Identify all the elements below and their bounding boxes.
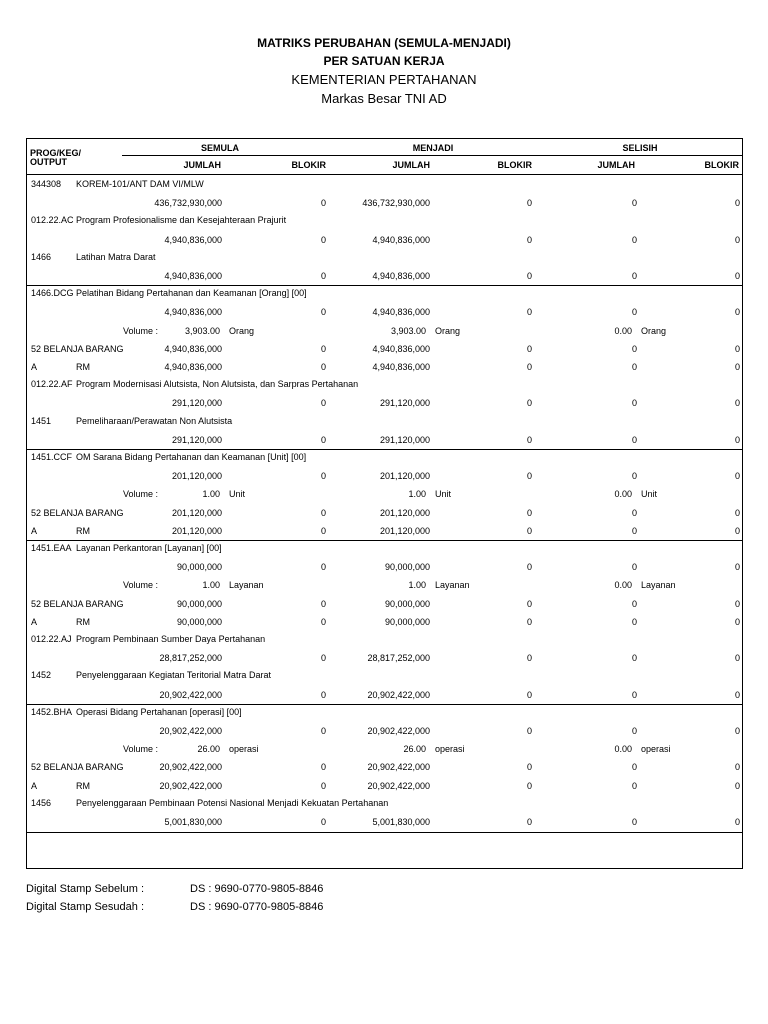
- menjadi-jumlah-cell: 90,000,000: [384, 562, 430, 573]
- row-description: Operasi Bidang Pertahanan [operasi] [00]: [76, 706, 242, 717]
- row-description: Layanan Perkantoran [Layanan] [00]: [76, 543, 222, 553]
- semula-jumlah-cell: 28,817,252,000: [159, 653, 222, 664]
- menjadi-jumlah-cell: 20,902,422,000: [367, 762, 430, 773]
- menjadi-blokir-cell: 0: [526, 726, 532, 736]
- semula-blokir-cell: 0: [320, 780, 326, 791]
- row-description: Program Modernisasi Alutsista, Non Alutsista, dan Sarpras Pertahanan: [76, 379, 359, 390]
- semula-blokir-cell: 0: [320, 234, 326, 245]
- semula-jumlah-cell: 20,902,422,000: [159, 762, 222, 773]
- volume-label: Volume :: [122, 744, 158, 755]
- selisih-blokir-header: BLOKIR: [704, 160, 739, 170]
- semula-jumlah-cell: 4,940,836,000: [164, 362, 222, 372]
- menjadi-jumlah-cell: 90,000,000: [384, 598, 430, 609]
- document-title: MATRIKS PERUBAHAN (SEMULA-MENJADI): [257, 36, 511, 50]
- menjadi-blokir-cell: 0: [526, 343, 532, 354]
- menjadi-jumlah-cell: 5,001,830,000: [372, 817, 430, 827]
- row-description: OM Sarana Bidang Pertahanan dan Keamanan [Unit] [00]: [76, 452, 307, 462]
- selisih-jumlah-cell: 0: [631, 507, 637, 518]
- selisih-jumlah-cell: 0: [631, 362, 637, 372]
- menjadi-volume-unit: operasi: [435, 744, 465, 755]
- semula-jumlah-cell: 291,120,000: [171, 398, 222, 409]
- selisih-blokir-cell: 0: [734, 507, 740, 518]
- semula-volume-unit: Orang: [229, 325, 255, 336]
- semula-blokir-cell: 0: [320, 525, 326, 536]
- selisih-blokir-cell: 0: [734, 198, 740, 209]
- row-code: 1451: [31, 415, 52, 426]
- menjadi-blokir-cell: 0: [526, 762, 532, 773]
- selisih-blokir-cell: 0: [734, 343, 740, 354]
- row-account-code: A: [31, 616, 38, 627]
- menjadi-jumlah-cell: 20,902,422,000: [367, 780, 430, 791]
- menjadi-jumlah-cell: 4,940,836,000: [372, 362, 430, 372]
- selisih-blokir-cell: 0: [734, 362, 740, 372]
- menjadi-blokir-cell: 0: [526, 471, 532, 482]
- digital-stamp-label: Digital Stamp Sebelum :: [26, 883, 144, 895]
- selisih-jumlah-cell: 0: [631, 780, 637, 791]
- row-account-code: 52 BELANJA BARANG: [31, 762, 124, 773]
- digital-stamp-label: Digital Stamp Sesudah :: [26, 901, 145, 913]
- menjadi-jumlah-cell: 201,120,000: [379, 507, 430, 518]
- matrix-table: [26, 138, 743, 869]
- row-account-code: A: [31, 780, 38, 791]
- menjadi-volume-unit: Orang: [435, 325, 461, 336]
- semula-jumlah-cell: 291,120,000: [171, 434, 222, 445]
- selisih-jumlah-cell: 0: [631, 726, 637, 736]
- selisih-jumlah-cell: 0: [631, 198, 637, 209]
- semula-blokir-cell: 0: [320, 343, 326, 354]
- menjadi-jumlah-header: JUMLAH: [392, 160, 430, 170]
- selisih-blokir-cell: 0: [734, 307, 740, 318]
- menjadi-blokir-cell: 0: [526, 817, 532, 827]
- header-bottom-line: [26, 174, 743, 175]
- row-description: Penyelenggaraan Pembinaan Potensi Nasional Menjadi Kekuatan Pertahanan: [76, 797, 389, 808]
- volume-label: Volume :: [122, 489, 158, 500]
- selisih-blokir-cell: 0: [734, 726, 740, 736]
- selisih-jumlah-cell: 0: [631, 234, 637, 245]
- menjadi-volume-value: 1.00: [408, 489, 426, 500]
- menjadi-jumlah-cell: 4,940,836,000: [372, 234, 430, 245]
- menjadi-jumlah-cell: 436,732,930,000: [362, 198, 430, 209]
- selisih-volume-unit: Layanan: [641, 580, 676, 591]
- selisih-jumlah-cell: 0: [631, 817, 637, 827]
- selisih-volume-unit: operasi: [641, 744, 671, 755]
- menjadi-blokir-cell: 0: [526, 780, 532, 791]
- menjadi-jumlah-cell: 4,940,836,000: [372, 343, 430, 354]
- semula-blokir-cell: 0: [320, 762, 326, 773]
- menjadi-volume-unit: Unit: [435, 489, 452, 500]
- menjadi-blokir-cell: 0: [526, 198, 532, 209]
- column-header-output: OUTPUT: [30, 157, 67, 167]
- menjadi-volume-value: 3,903.00: [390, 325, 426, 336]
- semula-blokir-cell: 0: [320, 434, 326, 445]
- selisih-jumlah-cell: 0: [631, 689, 637, 700]
- menjadi-jumlah-cell: 291,120,000: [379, 398, 430, 409]
- semula-volume-value: 26.00: [197, 744, 220, 755]
- semula-blokir-cell: 0: [320, 653, 326, 664]
- selisih-volume-unit: Orang: [641, 325, 667, 336]
- selisih-blokir-cell: 0: [734, 434, 740, 445]
- selisih-jumlah-cell: 0: [631, 653, 637, 664]
- row-code: 012.22.AJ: [31, 634, 72, 644]
- row-account-desc: RM: [76, 525, 90, 536]
- unit-name: Markas Besar TNI AD: [321, 91, 447, 106]
- selisih-blokir-cell: 0: [734, 271, 740, 281]
- menjadi-blokir-cell: 0: [526, 562, 532, 573]
- semula-volume-value: 1.00: [202, 489, 220, 500]
- section-divider: [26, 449, 743, 450]
- selisih-jumlah-cell: 0: [631, 598, 637, 609]
- semula-jumlah-cell: 4,940,836,000: [164, 271, 222, 281]
- menjadi-blokir-cell: 0: [526, 507, 532, 518]
- semula-blokir-cell: 0: [320, 598, 326, 609]
- semula-jumlah-cell: 4,940,836,000: [164, 234, 222, 245]
- row-code: 1452.BHA: [31, 706, 73, 717]
- selisih-blokir-cell: 0: [734, 234, 740, 245]
- menjadi-blokir-cell: 0: [526, 525, 532, 536]
- selisih-blokir-cell: 0: [734, 562, 740, 573]
- selisih-jumlah-cell: 0: [631, 525, 637, 536]
- menjadi-blokir-cell: 0: [526, 362, 532, 372]
- ministry-name: KEMENTERIAN PERTAHANAN: [291, 72, 477, 87]
- selisih-blokir-cell: 0: [734, 471, 740, 482]
- selisih-blokir-cell: 0: [734, 616, 740, 627]
- semula-jumlah-cell: 4,940,836,000: [164, 307, 222, 318]
- row-description: Program Pembinaan Sumber Daya Pertahanan: [76, 634, 266, 644]
- semula-blokir-header: BLOKIR: [291, 160, 326, 170]
- semula-blokir-cell: 0: [320, 271, 326, 281]
- selisih-jumlah-cell: 0: [631, 762, 637, 773]
- row-code: 344308: [31, 179, 62, 189]
- semula-blokir-cell: 0: [320, 689, 326, 700]
- document-subtitle: PER SATUAN KERJA: [323, 54, 445, 68]
- column-header-selisih: SELISIH: [622, 143, 658, 153]
- selisih-blokir-cell: 0: [734, 780, 740, 791]
- semula-blokir-cell: 0: [320, 562, 326, 573]
- selisih-jumlah-cell: 0: [631, 307, 637, 318]
- row-account-code: A: [31, 525, 38, 536]
- semula-blokir-cell: 0: [320, 307, 326, 318]
- selisih-jumlah-cell: 0: [631, 562, 637, 573]
- row-account-code: 52 BELANJA BARANG: [31, 598, 124, 609]
- menjadi-jumlah-cell: 28,817,252,000: [367, 653, 430, 664]
- menjadi-blokir-cell: 0: [526, 689, 532, 700]
- row-code: 1451.EAA: [31, 543, 72, 553]
- menjadi-jumlah-cell: 20,902,422,000: [367, 726, 430, 736]
- semula-jumlah-cell: 201,120,000: [171, 507, 222, 518]
- semula-blokir-cell: 0: [320, 616, 326, 627]
- menjadi-blokir-cell: 0: [526, 234, 532, 245]
- row-code: 1451.CCF: [31, 452, 73, 462]
- table-bottom-line: [26, 832, 743, 833]
- selisih-jumlah-cell: 0: [631, 434, 637, 445]
- selisih-volume-value: 0.00: [614, 580, 632, 591]
- row-description: Pelatihan Bidang Pertahanan dan Keamanan [Orang] [00]: [76, 288, 307, 299]
- semula-blokir-cell: 0: [320, 817, 326, 827]
- selisih-jumlah-cell: 0: [631, 343, 637, 354]
- menjadi-jumlah-cell: 20,902,422,000: [367, 689, 430, 700]
- menjadi-blokir-cell: 0: [526, 271, 532, 281]
- selisih-volume-value: 0.00: [614, 489, 632, 500]
- selisih-jumlah-cell: 0: [631, 398, 637, 409]
- row-account-code: 52 BELANJA BARANG: [31, 507, 124, 518]
- row-account-code: A: [31, 362, 38, 372]
- menjadi-jumlah-cell: 4,940,836,000: [372, 271, 430, 281]
- menjadi-volume-unit: Layanan: [435, 580, 470, 591]
- selisih-blokir-cell: 0: [734, 525, 740, 536]
- menjadi-jumlah-cell: 201,120,000: [379, 471, 430, 482]
- row-account-code: 52 BELANJA BARANG: [31, 343, 124, 354]
- semula-blokir-cell: 0: [320, 398, 326, 409]
- selisih-blokir-cell: 0: [734, 398, 740, 409]
- volume-label: Volume :: [122, 325, 158, 336]
- semula-jumlah-header: JUMLAH: [183, 160, 221, 170]
- selisih-volume-value: 0.00: [614, 325, 632, 336]
- column-header-code: PROG/KEG/: [30, 148, 82, 158]
- section-divider: [26, 285, 743, 286]
- header-divider: [122, 155, 743, 156]
- section-divider: [26, 704, 743, 705]
- menjadi-volume-value: 26.00: [403, 744, 426, 755]
- volume-label: Volume :: [122, 580, 158, 591]
- column-header-menjadi: MENJADI: [412, 143, 454, 153]
- row-code: 1456: [31, 797, 52, 808]
- semula-volume-unit: Layanan: [229, 580, 264, 591]
- selisih-jumlah-header: JUMLAH: [597, 160, 635, 170]
- menjadi-blokir-cell: 0: [526, 398, 532, 409]
- semula-blokir-cell: 0: [320, 471, 326, 482]
- row-account-desc: RM: [76, 362, 90, 372]
- selisih-blokir-cell: 0: [734, 762, 740, 773]
- selisih-volume-unit: Unit: [641, 489, 658, 500]
- semula-blokir-cell: 0: [320, 507, 326, 518]
- selisih-blokir-cell: 0: [734, 598, 740, 609]
- row-account-desc: RM: [76, 616, 90, 627]
- row-description: Latihan Matra Darat: [76, 251, 156, 262]
- menjadi-jumlah-cell: 90,000,000: [384, 616, 430, 627]
- selisih-blokir-cell: 0: [734, 689, 740, 700]
- row-code: 1466.DCG: [31, 288, 74, 299]
- menjadi-blokir-cell: 0: [526, 434, 532, 445]
- semula-volume-unit: operasi: [229, 744, 259, 755]
- selisih-blokir-cell: 0: [734, 653, 740, 664]
- semula-jumlah-cell: 5,001,830,000: [164, 817, 222, 827]
- semula-jumlah-cell: 201,120,000: [171, 525, 222, 536]
- semula-jumlah-cell: 90,000,000: [176, 562, 222, 573]
- selisih-blokir-cell: 0: [734, 817, 740, 827]
- semula-volume-value: 3,903.00: [184, 325, 220, 336]
- row-description: Program Profesionalisme dan Kesejahteraan Prajurit: [76, 215, 287, 226]
- row-code: 012.22.AC: [31, 215, 74, 226]
- semula-jumlah-cell: 20,902,422,000: [159, 689, 222, 700]
- menjadi-blokir-header: BLOKIR: [497, 160, 532, 170]
- row-account-desc: RM: [76, 780, 90, 791]
- semula-volume-unit: Unit: [229, 489, 246, 500]
- menjadi-blokir-cell: 0: [526, 653, 532, 664]
- semula-jumlah-cell: 436,732,930,000: [154, 198, 222, 209]
- semula-jumlah-cell: 20,902,422,000: [159, 726, 222, 736]
- section-divider: [26, 540, 743, 541]
- selisih-jumlah-cell: 0: [631, 271, 637, 281]
- semula-jumlah-cell: 90,000,000: [176, 616, 222, 627]
- menjadi-jumlah-cell: 4,940,836,000: [372, 307, 430, 318]
- semula-jumlah-cell: 201,120,000: [171, 471, 222, 482]
- semula-blokir-cell: 0: [320, 362, 326, 372]
- menjadi-blokir-cell: 0: [526, 616, 532, 627]
- selisih-jumlah-cell: 0: [631, 471, 637, 482]
- row-code: 012.22.AF: [31, 379, 73, 390]
- selisih-volume-value: 0.00: [614, 744, 632, 755]
- semula-volume-value: 1.00: [202, 580, 220, 591]
- semula-blokir-cell: 0: [320, 726, 326, 736]
- semula-blokir-cell: 0: [320, 198, 326, 209]
- row-code: 1452: [31, 670, 52, 681]
- selisih-jumlah-cell: 0: [631, 616, 637, 627]
- column-header-semula: SEMULA: [201, 143, 239, 153]
- menjadi-jumlah-cell: 291,120,000: [379, 434, 430, 445]
- row-description: KOREM-101/ANT DAM VI/MLW: [76, 179, 204, 189]
- semula-jumlah-cell: 4,940,836,000: [164, 343, 222, 354]
- semula-jumlah-cell: 20,902,422,000: [159, 780, 222, 791]
- row-code: 1466: [31, 251, 52, 262]
- digital-stamp-value: DS : 9690-0770-9805-8846: [190, 901, 324, 913]
- row-description: Pemeliharaan/Perawatan Non Alutsista: [76, 415, 233, 426]
- semula-jumlah-cell: 90,000,000: [176, 598, 222, 609]
- menjadi-blokir-cell: 0: [526, 307, 532, 318]
- menjadi-jumlah-cell: 201,120,000: [379, 525, 430, 536]
- digital-stamp-value: DS : 9690-0770-9805-8846: [190, 883, 324, 895]
- row-description: Penyelenggaraan Kegiatan Teritorial Matra Darat: [76, 670, 271, 681]
- menjadi-blokir-cell: 0: [526, 598, 532, 609]
- menjadi-volume-value: 1.00: [408, 580, 426, 591]
